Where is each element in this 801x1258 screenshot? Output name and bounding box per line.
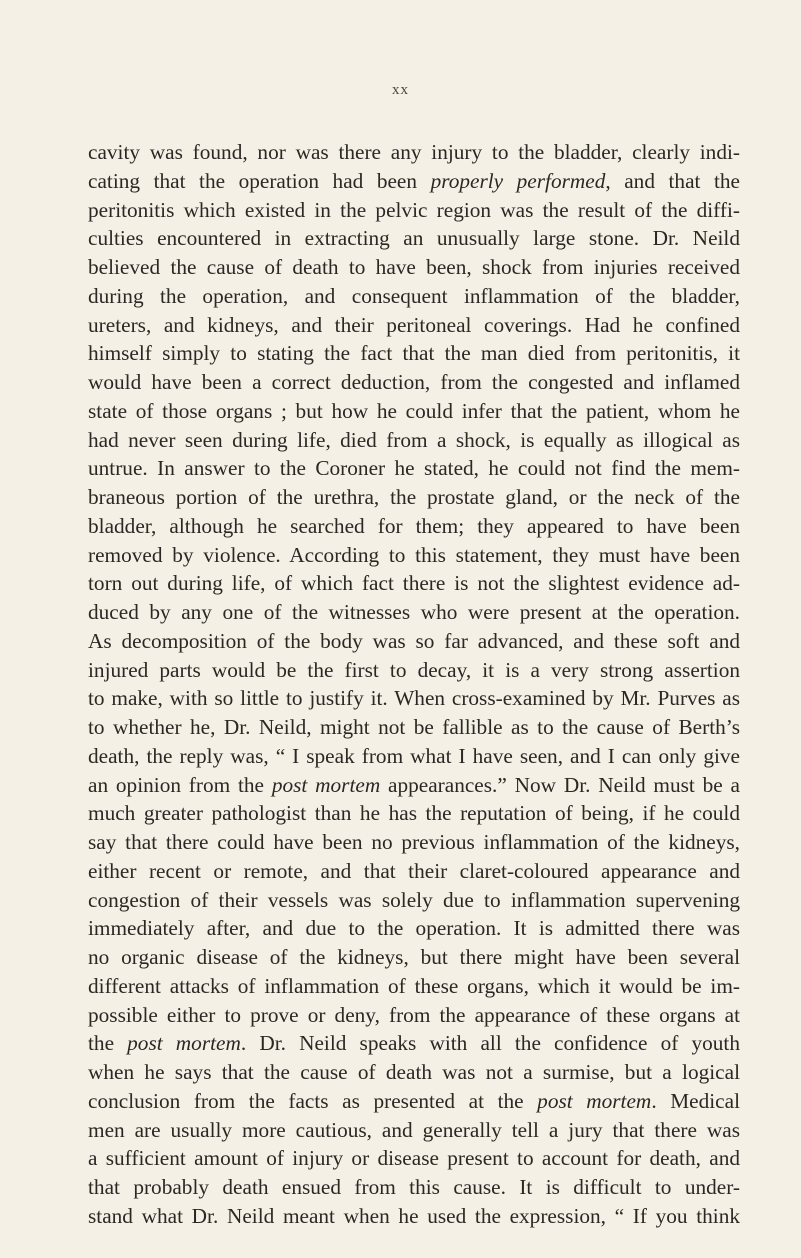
text-line: believed the cause of death to have been, shock from injuries received — [88, 255, 740, 279]
italic-text-run: post mortem — [271, 772, 381, 797]
text-line: state of those organs ; but how he could infer that the patient, whom he — [88, 398, 740, 423]
text-line: different attacks of inflammation of these organs, which it would be im- — [88, 973, 740, 998]
text-line: stand what Dr. Neild meant when he used the expression, “ If you think — [88, 1203, 740, 1228]
text-line: removed by violence. According to this statement, they must have been — [88, 542, 740, 567]
text-line: culties encountered in extracting an unusually large stone. Dr. Neild — [88, 226, 740, 251]
text-line: As decomposition of the body was so far advanced, and these soft and — [88, 628, 740, 653]
text-line: himself simply to stating the fact that the man died from peritonitis, it — [88, 341, 740, 366]
text-line: peritonitis which existed in the pelvic region was the result of the diffi- — [88, 197, 740, 222]
text-line: a sufficient amount of injury or disease present to account for death, and — [88, 1146, 740, 1171]
text-line: men are usually more cautious, and generally tell a jury that there was — [88, 1117, 740, 1142]
text-line: torn out during life, of which fact there is not the slightest evidence ad- — [88, 571, 740, 596]
text-run: an opinion from the — [88, 772, 272, 797]
text-line — [88, 1087, 740, 1116]
text-line: congestion of their vessels was solely due to inflammation supervening — [88, 887, 740, 912]
text-line: untrue. In answer to the Coroner he stated, he could not find the mem- — [88, 456, 740, 481]
text-line: either recent or remote, and that their claret-coloured appearance and — [88, 858, 740, 883]
text-line: had never seen during life, died from a shock, is equally as illogical as — [88, 427, 740, 452]
text-line — [88, 167, 740, 196]
text-run: , and that the — [605, 168, 740, 193]
text-line: to whether he, Dr. Neild, might not be fallible as to the cause of Berth’s — [88, 715, 740, 739]
text-run: appearances.” Now Dr. Neild must be a — [380, 772, 740, 797]
text-line: death, the reply was, “ I speak from what I have seen, and I can only give — [88, 743, 740, 768]
text-line: say that there could have been no previous inflammation of the kidneys, — [88, 830, 740, 854]
body-text — [88, 138, 740, 1231]
text-line: no organic disease of the kidneys, but there might have been several — [88, 945, 740, 969]
text-line: braneous portion of the urethra, the prostate gland, or the neck of the — [88, 485, 740, 509]
text-line: during the operation, and consequent inflammation of the bladder, — [88, 283, 740, 308]
text-line: possible either to prove or deny, from the appearance of these organs at — [88, 1002, 740, 1027]
text-run: the — [88, 1031, 128, 1056]
text-line: when he says that the cause of death was not a surmise, but a logical — [88, 1060, 740, 1084]
text-line: injured parts would be the first to decay, it is a very strong assertion — [88, 657, 740, 682]
text-run: conclusion from the facts as presented at the — [88, 1088, 538, 1113]
text-run: . Medical — [651, 1088, 740, 1113]
text-line: bladder, although he searched for them; they appeared to have been — [88, 513, 740, 538]
text-line: much greater pathologist than he has the reputation of being, if he could — [88, 801, 740, 826]
italic-text-run: post mortem — [537, 1088, 652, 1113]
text-line: immediately after, and due to the operation. It is admitted there was — [88, 916, 740, 941]
italic-text-run: post mortem — [127, 1031, 241, 1056]
text-line: that probably death ensued from this cause. It is difficult to under- — [88, 1175, 740, 1199]
text-line: ureters, and kidneys, and their peritoneal coverings. Had he confined — [88, 312, 740, 337]
text-line: to make, with so little to justify it. When cross-examined by Mr. Purves as — [88, 686, 740, 711]
text-line: cavity was found, nor was there any injury to the bladder, clearly indi- — [88, 140, 740, 164]
page-number: xx — [392, 82, 409, 98]
text-line: would have been a correct deduction, from the congested and inflamed — [88, 370, 740, 394]
text-line: duced by any one of the witnesses who were present at the operation. — [88, 600, 740, 624]
text-run: cating that the operation had been — [88, 168, 431, 193]
text-line — [88, 1029, 740, 1058]
text-line — [88, 771, 740, 800]
italic-text-run: properly performed — [430, 168, 606, 193]
text-run: . Dr. Neild speaks with all the confidence of youth — [240, 1031, 740, 1056]
